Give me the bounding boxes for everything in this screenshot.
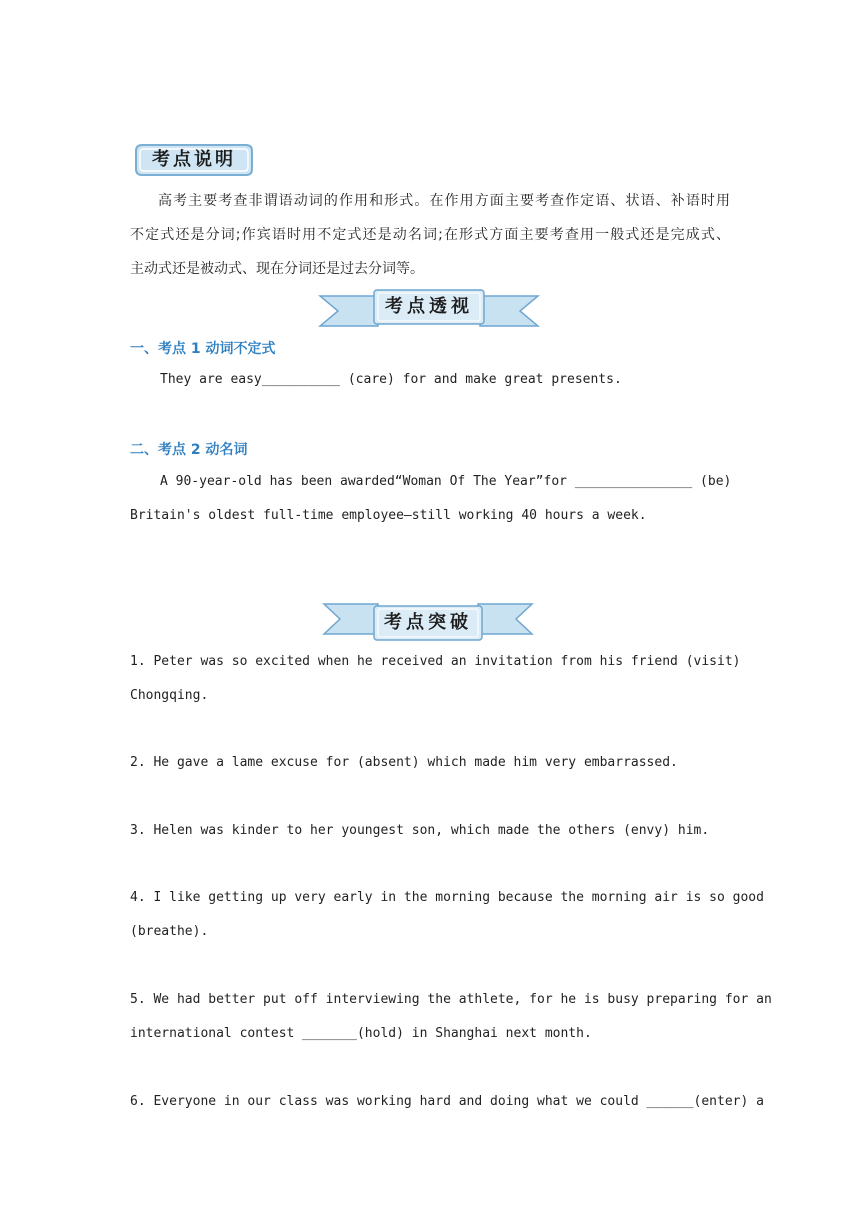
exercise-item-6: 6. Everyone in our class was working hard and doing what we could ______(enter) a xyxy=(130,1094,764,1109)
exercise-item-2: 2. He gave a lame excuse for (absent) which made him very embarrassed. xyxy=(130,755,678,770)
section-heading-gerund: 二、考点 2 动名词 xyxy=(130,442,248,458)
exercise-item-4-continued: (breathe). xyxy=(130,924,209,939)
intro-line: 不定式还是分词;作宾语时用不定式还是动名词;在形式方面主要考查用一般式还是完成式、 xyxy=(130,227,730,243)
exercise-item-4: 4. I like getting up very early in the morning because the morning air is so good xyxy=(130,890,764,905)
intro-line: 主动式还是被动式、现在分词还是过去分词等。 xyxy=(130,261,424,277)
intro-line: 高考主要考查非谓语动词的作用和形式。在作用方面主要考查作定语、状语、补语时用 xyxy=(158,193,730,209)
section-badge-explanation xyxy=(134,141,254,179)
ribbon-label: 考点透视 xyxy=(385,296,473,317)
example-sentence: They are easy__________ (care) for and make great presents. xyxy=(160,372,622,387)
exercise-item-5-continued: international contest _______(hold) in Shanghai next month. xyxy=(130,1026,592,1041)
section-ribbon-breakthrough xyxy=(322,600,534,642)
exercise-item-1: 1. Peter was so excited when he received an invitation from his friend (visit) xyxy=(130,654,741,669)
badge-label: 考点说明 xyxy=(152,149,236,170)
example-sentence: Britain's oldest full-time employee—still working 40 hours a week. xyxy=(130,508,647,523)
intro-paragraph xyxy=(130,184,730,286)
section-heading-infinitive: 一、考点 1 动词不定式 xyxy=(130,341,276,357)
example-sentence: A 90-year-old has been awarded“Woman Of The Year”for _______________ (be) xyxy=(160,474,732,489)
exercise-item-5: 5. We had better put off interviewing the athlete, for he is busy preparing for an xyxy=(130,992,772,1007)
ribbon-label: 考点突破 xyxy=(384,612,472,633)
exercise-item-3: 3. Helen was kinder to her youngest son, which made the others (envy) him. xyxy=(130,823,710,838)
exercise-item-1-continued: Chongqing. xyxy=(130,688,209,703)
section-ribbon-overview xyxy=(318,288,540,330)
